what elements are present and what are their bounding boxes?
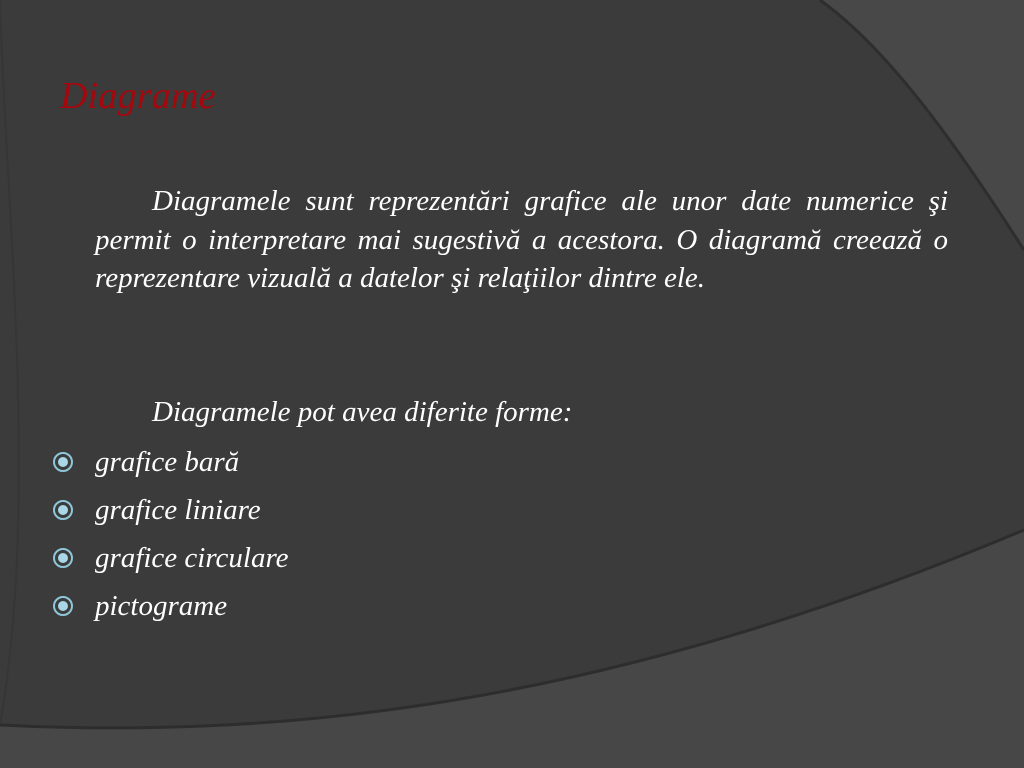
target-bullet-icon [52, 499, 74, 521]
bullet-text: pictograme [95, 590, 228, 622]
chart-types-list [52, 438, 289, 630]
target-bullet-icon [52, 547, 74, 569]
list-item [52, 438, 289, 486]
bullet-text: grafice bară [95, 446, 240, 478]
intro-paragraph: Diagramele sunt reprezentări grafice ale unor date numerice şi permit o interpretare mai sugestivă a acestora. O diagramă creează o reprezentare vizuală a datelor şi relaţiilor dintre ele. [95, 185, 948, 294]
forms-paragraph: Diagramele pot avea diferite forme: [152, 396, 573, 428]
list-item [52, 486, 289, 534]
target-bullet-icon [52, 595, 74, 617]
list-item [52, 534, 289, 582]
bullet-text: grafice circulare [95, 542, 289, 574]
target-bullet-icon [52, 451, 74, 473]
list-item [52, 582, 289, 630]
bullet-text: grafice liniare [95, 494, 261, 526]
slide-title: Diagrame [60, 75, 216, 117]
